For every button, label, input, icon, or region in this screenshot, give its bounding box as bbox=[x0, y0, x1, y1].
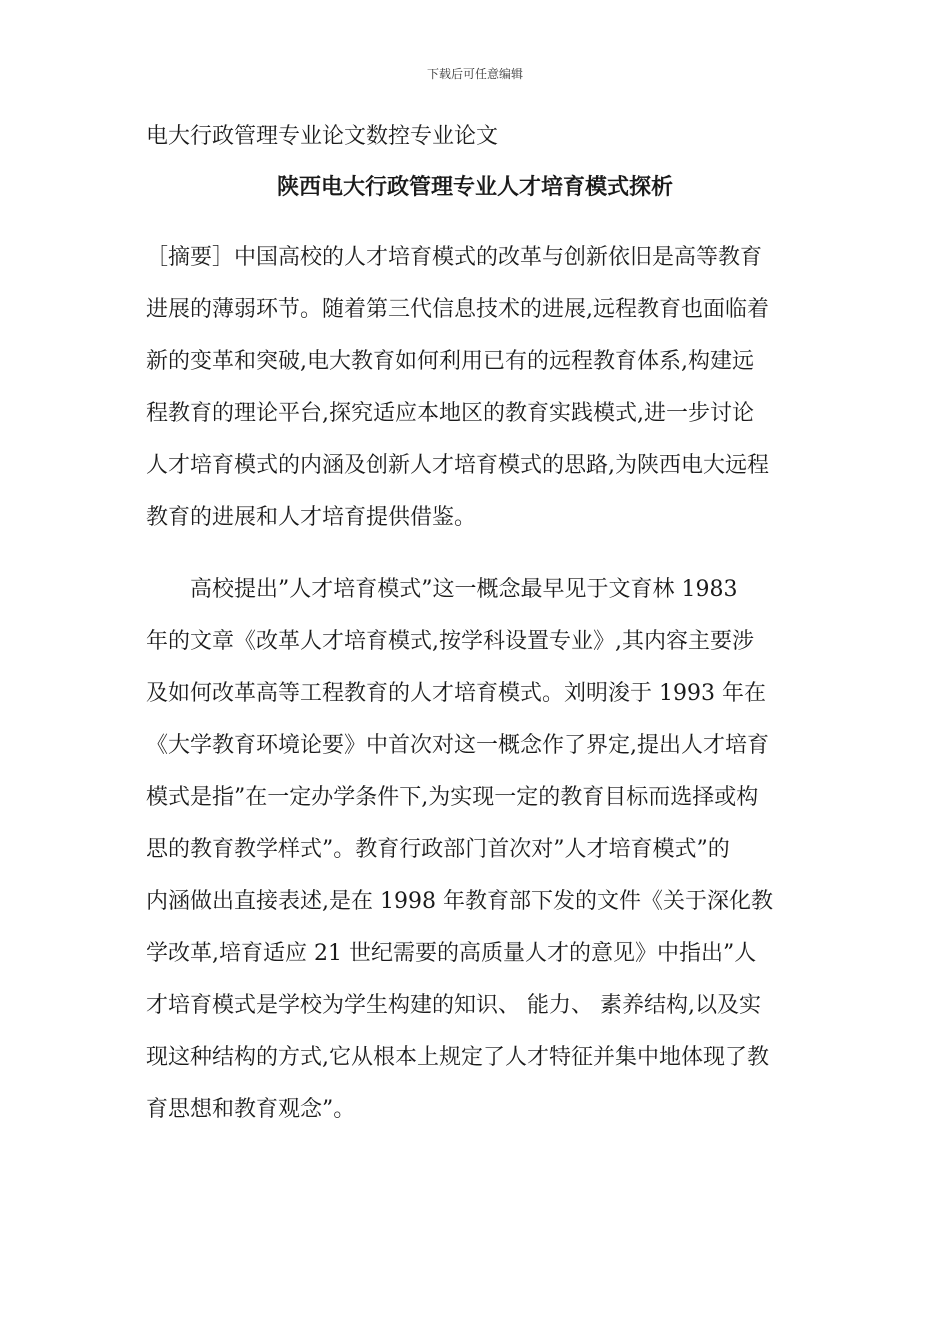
text-line: 模式是指”在一定办学条件下,为实现一定的教育目标而选择或构 bbox=[146, 785, 759, 810]
text-line: 内涵做出直接表述,是在 1998 年教育部下发的文件《关于深化教 bbox=[146, 889, 773, 914]
abstract-paragraph bbox=[146, 232, 806, 544]
page-header-note: 下载后可任意编辑 bbox=[426, 67, 523, 81]
text-line: 思的教育教学样式”。教育行政部门首次对”人才培育模式”的 bbox=[146, 837, 730, 862]
text-line: ［摘要］中国高校的人才培育模式的改革与创新依旧是高等教育 bbox=[146, 245, 763, 270]
text-line: 高校提出”人才培育模式”这一概念最早见于文育林 1983 bbox=[146, 577, 738, 602]
text-line: 及如何改革高等工程教育的人才培育模式。刘明浚于 1993 年在 bbox=[146, 681, 766, 706]
text-line: 人才培育模式的内涵及创新人才培育模式的思路,为陕西电大远程 bbox=[146, 453, 769, 478]
text-line: 《大学教育环境论要》中首次对这一概念作了界定,提出人才培育 bbox=[146, 733, 769, 758]
text-line: 进展的薄弱环节。随着第三代信息技术的进展,远程教育也面临着 bbox=[146, 297, 769, 322]
text-line: 才培育模式是学校为学生构建的知识、 能力、 素养结构,以及实 bbox=[146, 993, 761, 1018]
text-line: 学改革,培育适应 21 世纪需要的高质量人才的意见》中指出”人 bbox=[146, 941, 757, 966]
text-line: 现这种结构的方式,它从根本上规定了人才特征并集中地体现了教 bbox=[146, 1045, 769, 1070]
document-heading: 电大行政管理专业论文数控专业论文 bbox=[146, 124, 499, 149]
body-paragraph bbox=[146, 564, 806, 1136]
text-line: 教育的进展和人才培育提供借鉴。 bbox=[146, 505, 477, 530]
text-line: 年的文章《改革人才培育模式,按学科设置专业》,其内容主要涉 bbox=[146, 629, 754, 654]
text-line: 程教育的理论平台,探究适应本地区的教育实践模式,进一步讨论 bbox=[146, 401, 754, 426]
text-line: 新的变革和突破,电大教育如何利用已有的远程教育体系,构建远 bbox=[146, 349, 754, 374]
document-title: 陕西电大行政管理专业人才培育模式探析 bbox=[276, 174, 673, 200]
text-line: 育思想和教育观念”。 bbox=[146, 1097, 356, 1122]
